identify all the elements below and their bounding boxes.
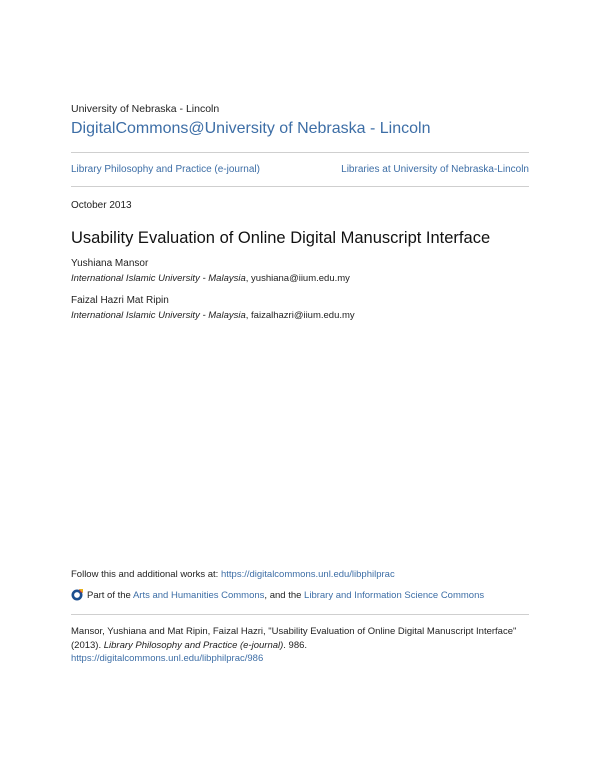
author-name: Yushiana Mansor <box>71 258 149 269</box>
part-of-line <box>71 588 484 604</box>
network-logo-icon <box>71 588 84 604</box>
citation-journal: Library Philosophy and Practice (e-journal) <box>103 640 284 651</box>
paper-title: Usability Evaluation of Online Digital Manuscript Interface <box>71 229 491 247</box>
part-of-text: Part of the <box>87 590 133 601</box>
publication-date: October 2013 <box>71 200 132 211</box>
journal-link[interactable]: Library Philosophy and Practice (e-journal) <box>71 164 260 175</box>
follow-text: Follow this and additional works at: <box>71 569 221 580</box>
repository-link[interactable]: DigitalCommons@University of Nebraska - Lincoln <box>71 120 431 137</box>
affiliation: International Islamic University - Malaysia <box>71 273 246 284</box>
follow-line <box>71 569 395 580</box>
divider <box>71 614 529 615</box>
divider <box>71 152 529 153</box>
and-text: , and the <box>264 590 305 601</box>
citation-url-link[interactable]: https://digitalcommons.unl.edu/libphilprac/986 <box>71 653 264 664</box>
citation-year: (2013). <box>71 640 104 651</box>
libraries-link[interactable]: Libraries at University of Nebraska-Lincoln <box>341 164 529 175</box>
email: , yushiana@iium.edu.my <box>245 273 350 284</box>
divider <box>71 186 529 187</box>
follow-url-link[interactable]: https://digitalcommons.unl.edu/libphilprac <box>220 569 395 580</box>
citation-line-2 <box>71 640 307 651</box>
affiliation: International Islamic University - Malaysia <box>71 310 246 321</box>
email: , faizalhazri@iium.edu.my <box>245 310 355 321</box>
institution-name: University of Nebraska - Lincoln <box>71 103 220 115</box>
arts-humanities-commons-link[interactable]: Arts and Humanities Commons <box>132 590 265 601</box>
library-science-commons-link[interactable]: Library and Information Science Commons <box>304 590 485 601</box>
citation-line-1: Mansor, Yushiana and Mat Ripin, Faizal Hazri, "Usability Evaluation of Online Digital Manuscript Interface" <box>71 626 517 637</box>
citation-number: . 986. <box>283 640 308 651</box>
author-affiliation <box>71 310 355 321</box>
author-affiliation <box>71 273 350 284</box>
author-name: Faizal Hazri Mat Ripin <box>71 295 169 306</box>
